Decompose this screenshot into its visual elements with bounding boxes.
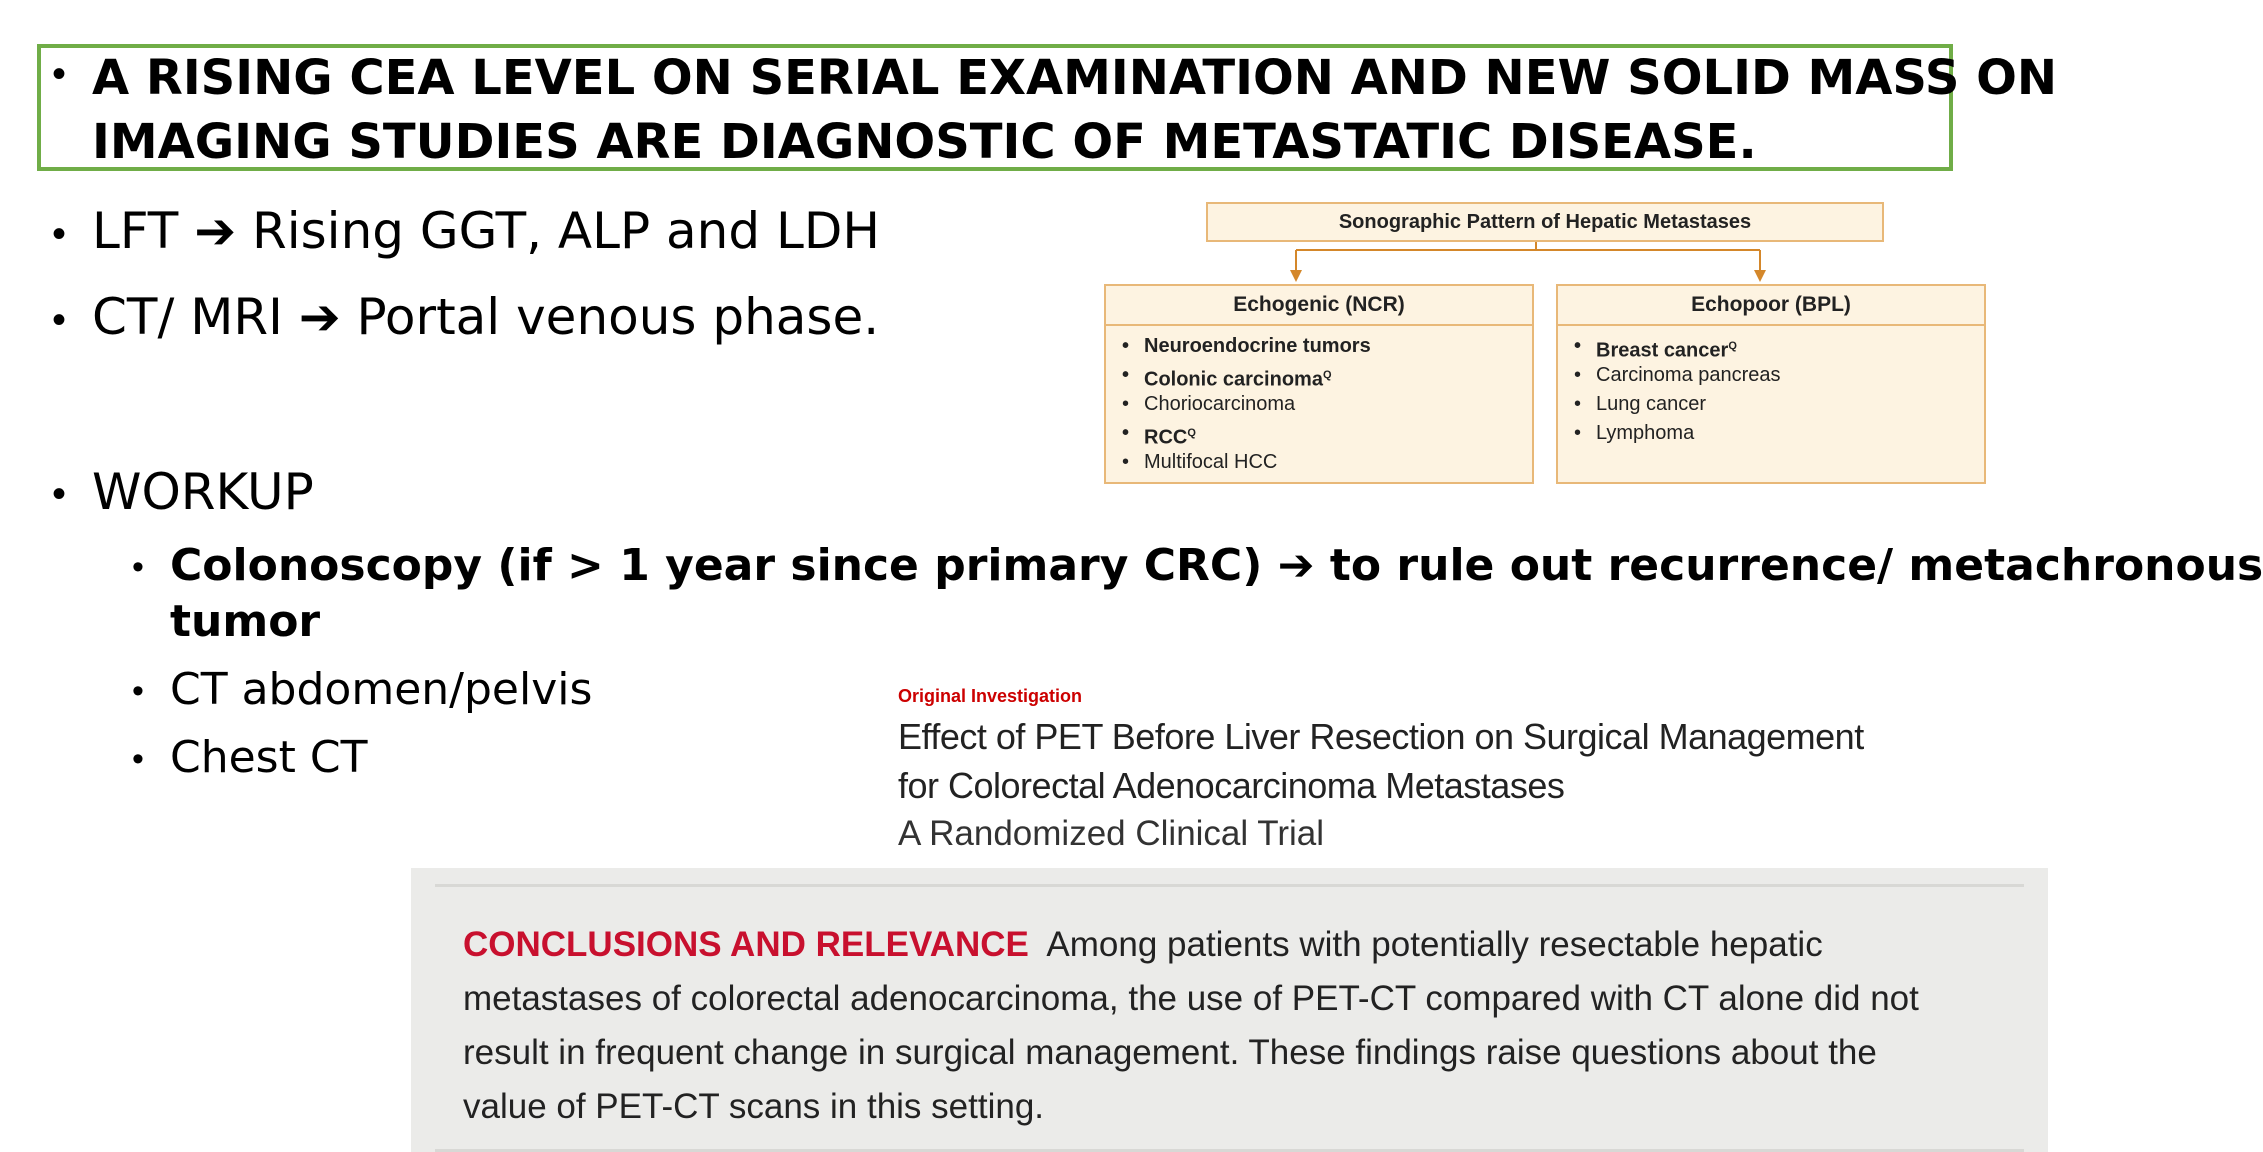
conclusion-line1: Among patients with potentially resectable hepatic	[1046, 925, 1823, 964]
echopoor-heading: Echopoor (BPL)	[1558, 286, 1984, 326]
key-statement-line2: IMAGING STUDIES ARE DIAGNOSTIC OF METASTATIC DISEASE.	[92, 114, 1757, 170]
article-title-line2: for Colorectal Adenocarcinoma Metastases	[898, 765, 1565, 806]
lft-label: LFT	[92, 202, 179, 260]
right-arrow-icon: ➔	[194, 202, 237, 260]
list-item: • Multifocal HCC	[1144, 448, 1532, 477]
workup-chest-ct: Chest CT	[170, 732, 368, 783]
bullet-dot: •	[52, 472, 67, 516]
workup-heading: WORKUP	[92, 463, 314, 521]
echogenic-heading: Echogenic (NCR)	[1106, 286, 1532, 326]
bullet-dot: •	[132, 672, 144, 710]
list-item: • Breast cancer$^Q$	[1596, 332, 1984, 361]
ct-mri-label: CT/ MRI	[92, 288, 283, 346]
echopoor-list	[1558, 326, 1984, 448]
list-item: • Choriocarcinoma	[1144, 390, 1532, 419]
conclusion-line3: result in frequent change in surgical management. These findings raise questions about the	[463, 1033, 1877, 1072]
workup-ct-abdomen: CT abdomen/pelvis	[170, 664, 593, 715]
bullet-dot: •	[132, 548, 144, 586]
bullet-dot: •	[52, 298, 67, 342]
bullet-dot: •	[52, 52, 67, 96]
diagram-title: Sonographic Pattern of Hepatic Metastases	[1338, 211, 1752, 233]
colonoscopy-text: Colonoscopy (if > 1 year since primary CRC)	[170, 540, 1263, 591]
right-arrow-icon: ➔	[298, 288, 341, 346]
conclusion-panel	[411, 868, 2048, 1152]
arrow-down-icon	[1290, 270, 1302, 282]
ct-mri-text: Portal venous phase.	[356, 288, 880, 346]
colonoscopy-purpose: to rule out recurrence/ metachronous	[1329, 540, 2263, 591]
article-title-line1: Effect of PET Before Liver Resection on Surgical Management	[898, 716, 1864, 757]
list-item: • Carcinoma pancreas	[1596, 361, 1984, 390]
bullet-lft	[92, 202, 880, 260]
list-item: • Lymphoma	[1596, 419, 1984, 448]
article-subtitle: A Randomized Clinical Trial	[898, 814, 1325, 853]
list-item: • Lung cancer	[1596, 390, 1984, 419]
diagram-echogenic-box	[1104, 284, 1534, 484]
conclusion-line4: value of PET-CT scans in this setting.	[463, 1087, 1045, 1126]
bullet-dot: •	[132, 740, 144, 778]
arrow-down-icon	[1754, 270, 1766, 282]
lft-text: Rising GGT, ALP and LDH	[252, 202, 880, 260]
colonoscopy-purpose-cont: tumor	[170, 596, 321, 647]
bullet-ct-mri	[92, 288, 879, 346]
list-item: • $RCC^Q$	[1144, 419, 1532, 448]
bullet-dot: •	[52, 212, 67, 256]
diagram-connector	[1100, 240, 1820, 290]
divider	[435, 884, 2024, 887]
echogenic-list	[1106, 326, 1532, 477]
article-tag: Original Investigation	[898, 686, 1083, 706]
key-statement-line1: A RISING CEA LEVEL ON SERIAL EXAMINATION AND NEW SOLID MASS ON	[92, 50, 2058, 106]
conclusion-text	[463, 918, 2023, 1134]
list-item: • Neuroendocrine tumors	[1144, 332, 1532, 361]
workup-colonoscopy	[170, 540, 2263, 591]
conclusion-line2: metastases of colorectal adenocarcinoma, the use of PET-CT compared with CT alone did not	[463, 979, 1919, 1018]
diagram-echopoor-box	[1556, 284, 1986, 484]
conclusion-heading: CONCLUSIONS AND RELEVANCE	[463, 925, 1029, 964]
diagram-title-box	[1206, 202, 1884, 242]
list-item: • Colonic carcinoma$^Q$	[1144, 361, 1532, 390]
right-arrow-icon: ➔	[1277, 540, 1315, 591]
